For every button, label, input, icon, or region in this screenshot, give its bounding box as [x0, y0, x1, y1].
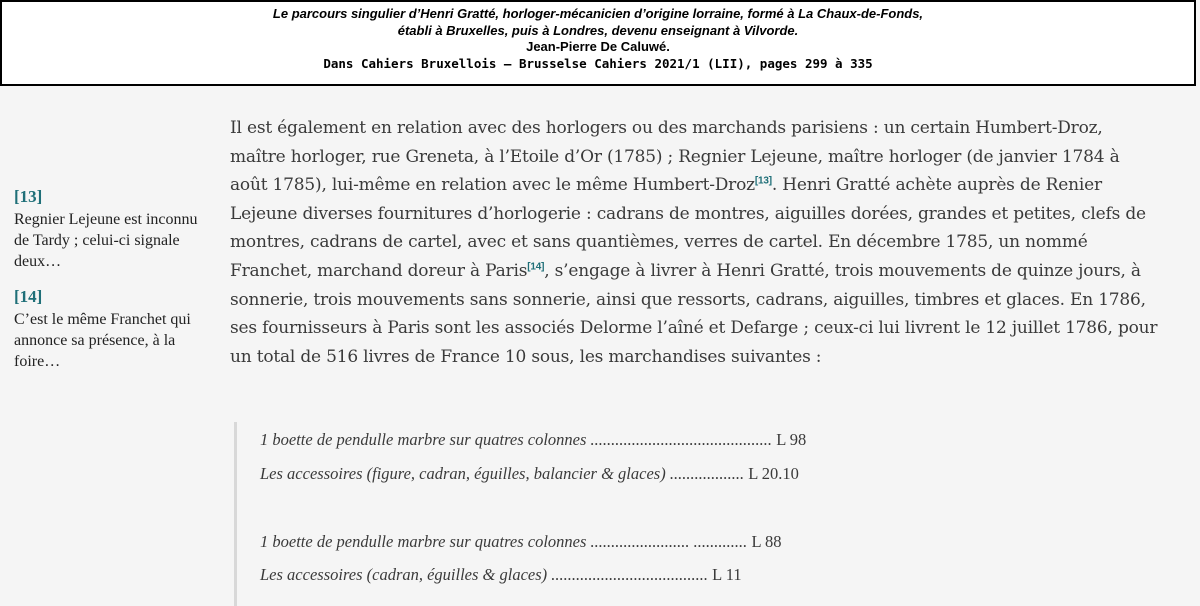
body-text-2: . Henri Gratté achète auprès de Renier Lejeune diverses fournitures d’horlogerie : cadrans de montres, aiguilles dorées, grandes et petites, clefs de montres, cadrans de cartel, avec et sans quantièmes, verres de cartel. En décembre 1785, un nommé Franchet, marchand doreur à Paris [230, 175, 1146, 281]
footnote-sidebar [14, 186, 204, 386]
inventory-blockquote [234, 422, 937, 606]
footnote-number[interactable]: [14] [14, 287, 43, 306]
footnote-14[interactable] [14, 286, 204, 372]
inventory-item: Les accessoires (cadran, éguilles & glaces) ...................................... [260, 565, 709, 584]
body-text-3: , s’engage à livrer à Henri Gratté, trois mouvements de quinze jours, à sonnerie, trois mouvements sans sonnerie, ainsi que ressorts, cadrans, aiguilles, timbres et glaces. En 1786, ses fournisseurs à Paris sont les associés Delorme l’aîné et Defarge ; ceux-ci lui livrent le 12 juillet 1786, pour un total de 516 livres de France 10 sous, les marchandises suivantes : [230, 260, 1158, 367]
article-author: Jean-Pierre De Caluwé. [526, 39, 670, 54]
inventory-price: L 98 [772, 430, 807, 449]
article-source: Dans Cahiers Bruxellois – Brusselse Cahiers 2021/1 (LII), pages 299 à 335 [323, 55, 873, 71]
inventory-line [260, 565, 742, 585]
article-title-line-1: Le parcours singulier d’Henri Gratté, horloger-mécanicien d’origine lorraine, formé à La Chaux-de-Fonds, [272, 6, 924, 21]
footnote-ref-14[interactable]: [14] [527, 261, 545, 273]
inventory-item: 1 boette de pendulle marbre sur quatres colonnes ............................................ [260, 430, 773, 449]
citation-header [0, 0, 1196, 86]
body-text-1: Il est également en relation avec des horlogers ou des marchands parisiens : un certain Humbert-Droz, maître horloger, rue Greneta, à l’Etoile d’Or (1785) ; Regnier Lejeune, maître horloger (de janvier 1784 à août 1785), lui-même en relation avec le même Humbert-Droz [230, 118, 1120, 196]
inventory-item: 1 boette de pendulle marbre sur quatres colonnes ........................ ............. [260, 532, 748, 551]
inventory-price: L 88 [747, 532, 782, 551]
inventory-item: Les accessoires (figure, cadran, éguilles, balancier & glaces) .................. [260, 464, 745, 483]
inventory-line [260, 464, 799, 484]
footnote-ref-13[interactable]: [13] [754, 175, 772, 187]
body-paragraph [230, 114, 1160, 371]
footnote-13[interactable] [14, 186, 204, 272]
footnote-text: Regnier Lejeune est inconnu de Tardy ; celui-ci signale deux… [14, 211, 198, 270]
inventory-price: L 11 [708, 565, 742, 584]
inventory-line [260, 532, 782, 552]
article-body [230, 114, 1160, 371]
footnote-number[interactable]: [13] [14, 187, 43, 206]
article-title-line-2: établi à Bruxelles, puis à Londres, devenu enseignant à Vilvorde. [397, 22, 799, 38]
inventory-price: L 20.10 [744, 464, 799, 483]
inventory-line [260, 430, 806, 450]
footnote-text: C’est le même Franchet qui annonce sa présence, à la foire… [14, 311, 191, 370]
